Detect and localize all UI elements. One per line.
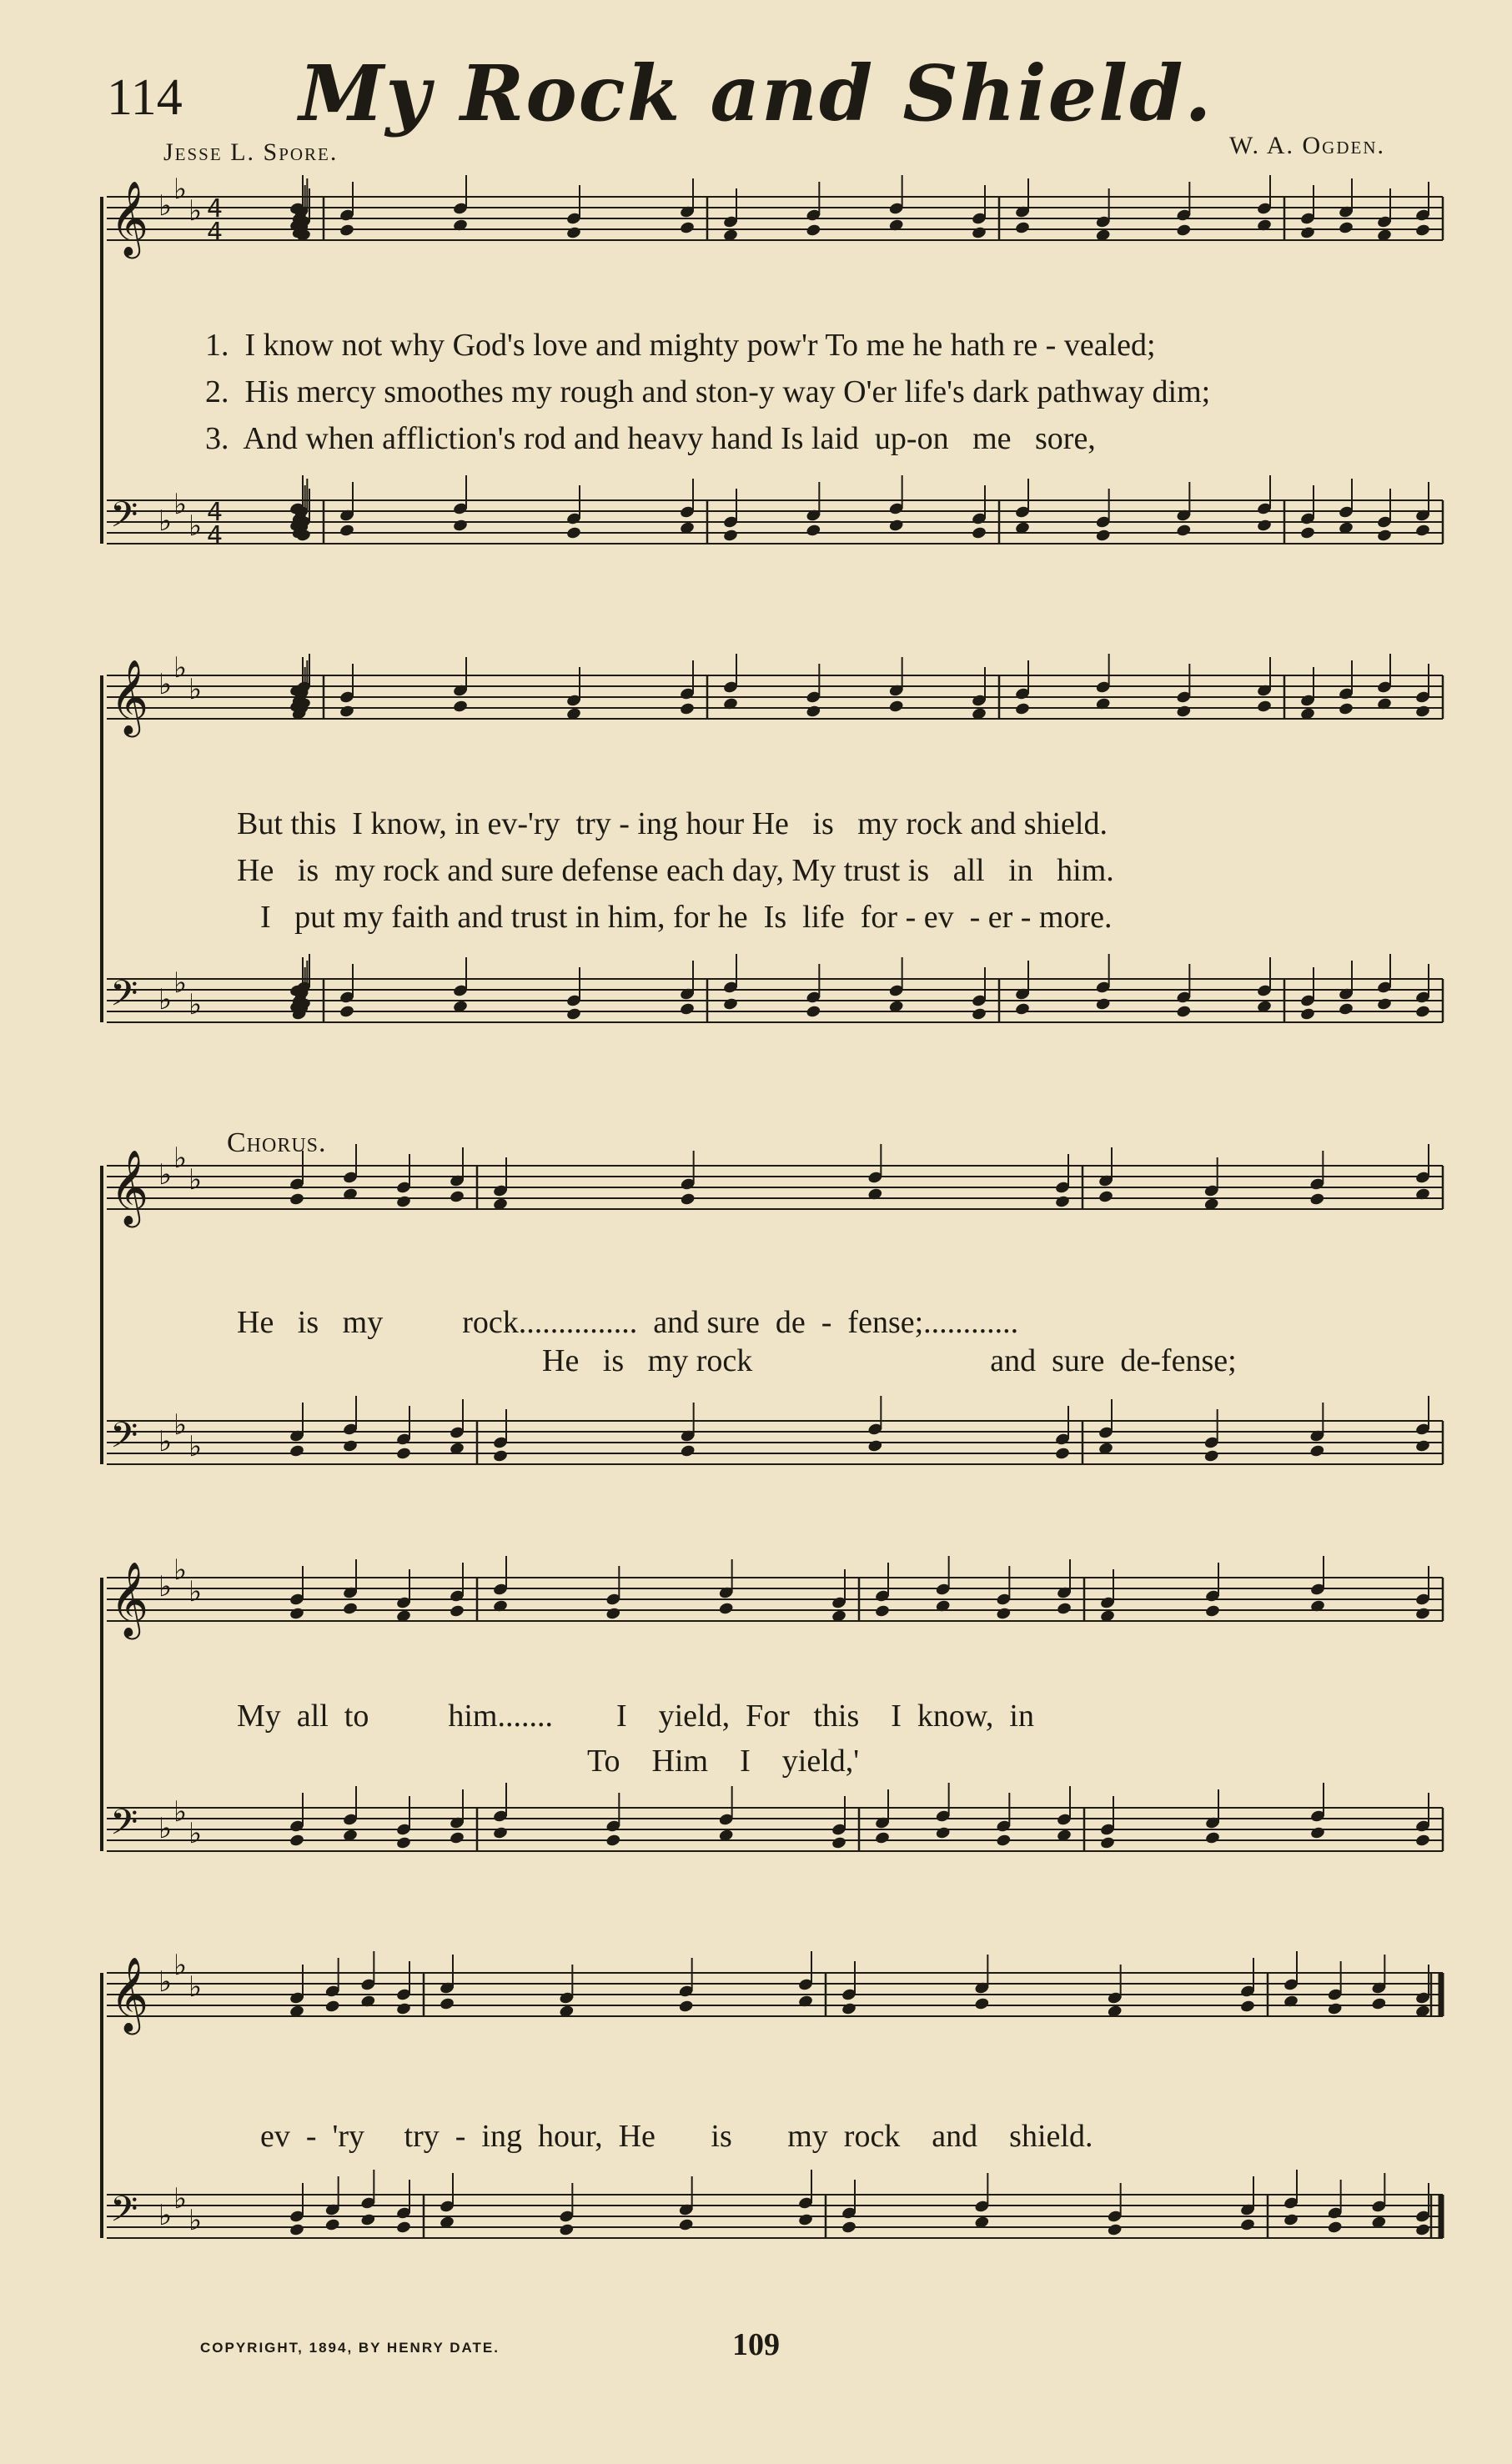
notehead [449, 1604, 465, 1618]
flat-icon: ♭ [158, 1812, 173, 1845]
notehead [1338, 221, 1354, 235]
flat-icon: ♭ [158, 1965, 173, 1999]
notehead [996, 1834, 1012, 1848]
notehead [1054, 1195, 1070, 1209]
flat-icon: ♭ [188, 988, 203, 1021]
notehead [289, 1444, 304, 1458]
notehead [1371, 1997, 1387, 2011]
flat-icon: ♭ [173, 1142, 188, 1175]
notehead [1327, 2221, 1343, 2235]
flat-icon: ♭ [158, 504, 173, 538]
notehead [1299, 226, 1315, 240]
notehead [974, 1997, 990, 2011]
treble-clef-icon: 𝄞 [110, 181, 149, 256]
flat-icon: ♭ [188, 1817, 203, 1850]
bass-clef-icon: 𝄢 [110, 2189, 138, 2239]
treble-clef-icon: 𝄞 [110, 660, 149, 735]
bass-clef-icon: 𝄢 [110, 1415, 138, 1465]
flat-icon: ♭ [158, 983, 173, 1016]
hymn-title: My Rock and Shield. [299, 48, 1213, 138]
notehead [395, 1836, 411, 1850]
flat-icon: ♭ [188, 1163, 203, 1197]
notehead [841, 2221, 856, 2235]
notehead [1204, 1604, 1220, 1618]
notehead [1176, 524, 1192, 538]
notehead [289, 2223, 304, 2237]
notehead [1327, 2002, 1343, 2016]
notehead [888, 519, 904, 533]
notehead [874, 1831, 890, 1845]
notehead [605, 1834, 621, 1848]
notehead [1376, 997, 1392, 1011]
flat-icon: ♭ [188, 2204, 203, 2237]
notehead [806, 524, 821, 538]
notehead [395, 1447, 411, 1461]
notehead [324, 2000, 340, 2014]
flat-icon: ♭ [158, 1158, 173, 1192]
notehead [1176, 223, 1192, 238]
flat-icon: ♭ [173, 1795, 188, 1829]
notehead [1098, 1190, 1113, 1204]
notehead [971, 1007, 987, 1021]
notehead [679, 1002, 695, 1016]
notehead [680, 1444, 696, 1458]
flat-icon: ♭ [173, 651, 188, 685]
bass-clef-icon: 𝄢 [110, 973, 138, 1023]
notehead [1239, 2218, 1255, 2232]
notehead [1309, 1826, 1325, 1840]
notehead [1056, 1602, 1072, 1616]
notehead [449, 1190, 465, 1204]
chorus-label: Chorus. [227, 1127, 327, 1158]
notehead [342, 1602, 358, 1616]
notehead [289, 1192, 304, 1207]
flat-icon: ♭ [188, 1575, 203, 1608]
notehead [1414, 223, 1430, 238]
notehead [1376, 529, 1392, 543]
notehead [722, 997, 738, 1011]
notehead [289, 1834, 304, 1848]
notehead [797, 2213, 813, 2227]
notehead [1414, 1607, 1430, 1621]
notehead [395, 1195, 411, 1209]
flat-icon: ♭ [173, 1949, 188, 1982]
notehead [565, 1007, 581, 1021]
notehead [339, 705, 354, 719]
notehead [679, 702, 695, 716]
notehead [565, 226, 581, 240]
notehead [439, 1997, 455, 2011]
notehead [339, 524, 354, 538]
notehead [935, 1826, 951, 1840]
flat-icon: ♭ [173, 1408, 188, 1442]
flat-icon: ♭ [158, 668, 173, 701]
notehead [395, 2002, 411, 2016]
notehead [1414, 1834, 1430, 1848]
notehead [1299, 526, 1315, 540]
notehead [1176, 1005, 1192, 1019]
flat-icon: ♭ [188, 1430, 203, 1463]
flat-icon: ♭ [188, 194, 203, 228]
notehead [867, 1439, 883, 1453]
notehead [722, 529, 738, 543]
page-number: 109 [732, 2327, 780, 2362]
notehead [841, 2002, 856, 2016]
time-signature-top: 4 [207, 194, 224, 223]
notehead [888, 700, 904, 714]
notehead [492, 1826, 508, 1840]
notehead [971, 526, 987, 540]
verse-3-line-1: 3. And when affliction's rod and heavy hand Is laid up-on me sore, [205, 421, 1096, 456]
notehead [718, 1602, 734, 1616]
notehead [324, 2218, 340, 2232]
notehead [449, 1831, 465, 1845]
notehead [1338, 1002, 1354, 1016]
notehead [1107, 2223, 1123, 2237]
time-signature-bottom: 4 [207, 521, 224, 550]
notehead [1256, 519, 1272, 533]
verse-1-line-2: But this I know, in ev-'ry try - ing hour He is my rock and shield. [237, 806, 1108, 841]
chorus-line-1-bass: He is my rock and sure de-fense; [542, 1343, 1237, 1378]
chorus-line-2-soprano: My all to him....... I yield, For this I know, in [237, 1699, 1034, 1734]
notehead [1309, 1444, 1325, 1458]
flat-icon: ♭ [188, 1970, 203, 2004]
treble-clef-icon: 𝄞 [110, 1957, 149, 2032]
flat-icon: ♭ [158, 1425, 173, 1458]
copyright-notice: COPYRIGHT, 1894, BY HENRY DATE. [200, 2340, 500, 2356]
notehead [605, 1607, 621, 1621]
notehead [678, 2000, 694, 2014]
notehead [1309, 1192, 1325, 1207]
notehead [452, 519, 468, 533]
chorus-line-3: ev - 'ry try - ing hour, He is my rock and shield. [260, 2119, 1093, 2154]
notehead [1176, 705, 1192, 719]
notehead [395, 2221, 411, 2235]
chorus-line-1-soprano: He is my rock............... and sure de - fense;............ [237, 1305, 1019, 1340]
notehead [289, 1607, 304, 1621]
notehead [1095, 997, 1111, 1011]
notehead [1054, 1447, 1070, 1461]
notehead [339, 1005, 354, 1019]
treble-clef-icon: 𝄞 [110, 1150, 149, 1225]
bass-clef-icon: 𝄢 [110, 1802, 138, 1852]
notehead [996, 1607, 1012, 1621]
time-signature-bottom: 4 [207, 218, 224, 247]
lyricist-credit: Jesse L. Spore. [163, 138, 339, 166]
notehead [360, 2213, 376, 2227]
flat-icon: ♭ [188, 509, 203, 543]
notehead [492, 1449, 508, 1463]
notehead [559, 2223, 575, 2237]
notehead [831, 1836, 846, 1850]
notehead [1099, 1836, 1115, 1850]
chorus-line-2-bass: To Him I yield,' [587, 1744, 860, 1779]
notehead [1014, 1002, 1030, 1016]
hymn-number: 114 [107, 69, 183, 126]
flat-icon: ♭ [173, 1553, 188, 1587]
verse-1-line-1: 1. I know not why God's love and mighty pow'r To me he hath re - vealed; [205, 328, 1156, 363]
notehead [806, 223, 821, 238]
flat-icon: ♭ [158, 1570, 173, 1603]
bass-clef-icon: 𝄢 [110, 494, 138, 544]
flat-icon: ♭ [158, 189, 173, 223]
notehead [1256, 700, 1272, 714]
notehead [1203, 1449, 1219, 1463]
notehead [806, 705, 821, 719]
flat-icon: ♭ [173, 966, 188, 1000]
notehead [1239, 2000, 1255, 2014]
notehead [971, 226, 987, 240]
notehead [1204, 1831, 1220, 1845]
notehead [1014, 702, 1030, 716]
verse-2-line-2: He is my rock and sure defense each day, My trust is all in him. [237, 853, 1114, 888]
notehead [1414, 1439, 1430, 1453]
notehead [1095, 529, 1111, 543]
notehead [1299, 1007, 1315, 1021]
notehead [1414, 1005, 1430, 1019]
notehead [1414, 524, 1430, 538]
notehead [678, 2218, 694, 2232]
notehead [806, 1005, 821, 1019]
notehead [565, 526, 581, 540]
notehead [1283, 2213, 1299, 2227]
notehead [679, 221, 695, 235]
notehead [1414, 705, 1430, 719]
verse-3-line-2: I put my faith and trust in him, for he Is life for - ev - er - more. [260, 900, 1113, 935]
time-signature-top: 4 [207, 498, 224, 527]
flat-icon: ♭ [173, 2182, 188, 2216]
treble-clef-icon: 𝄞 [110, 1562, 149, 1637]
verse-2-line-1: 2. His mercy smoothes my rough and ston-y way O'er life's dark pathway dim; [205, 374, 1211, 409]
notehead [1338, 702, 1354, 716]
composer-credit: W. A. Ogden. [1228, 132, 1385, 159]
flat-icon: ♭ [173, 173, 188, 206]
notehead [339, 223, 354, 238]
notehead [1014, 221, 1030, 235]
notehead [680, 1192, 696, 1207]
flat-icon: ♭ [158, 2199, 173, 2232]
notehead [342, 1439, 358, 1453]
notehead [1414, 2223, 1430, 2237]
flat-icon: ♭ [188, 673, 203, 706]
flat-icon: ♭ [173, 488, 188, 521]
notehead [452, 700, 468, 714]
notehead [874, 1604, 890, 1618]
